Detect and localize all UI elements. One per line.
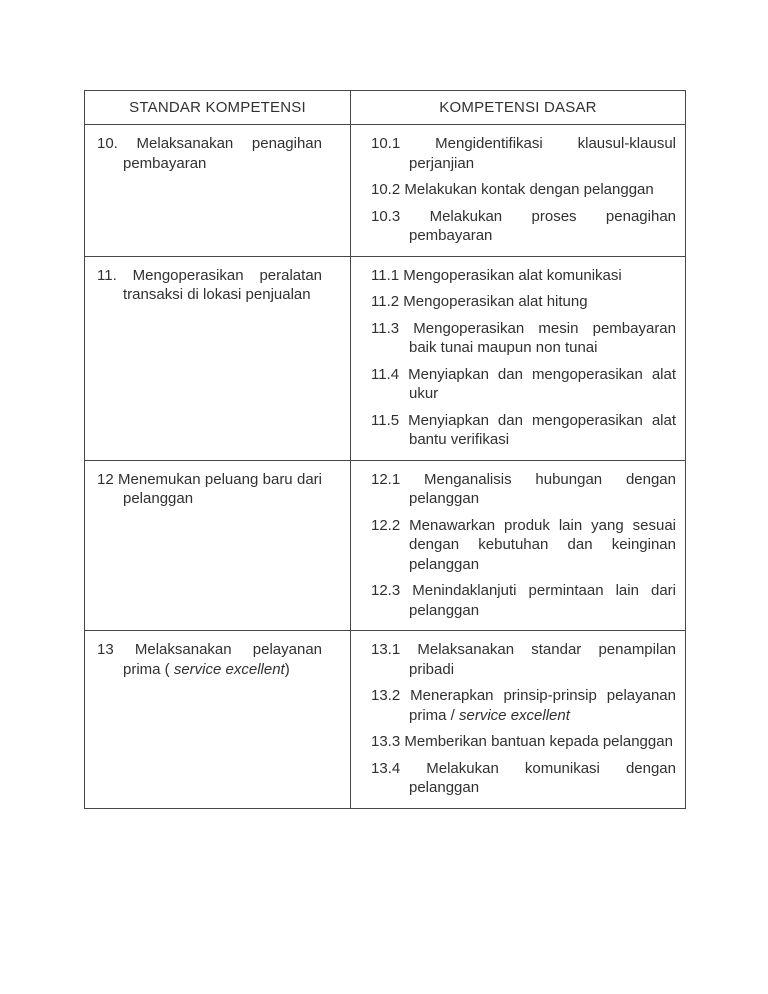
- competency-item: [371, 516, 676, 575]
- item-number: 10.3: [371, 207, 401, 225]
- item-text: Menerapkan prinsip-prinsip pelayanan prima /: [409, 687, 676, 724]
- table-row: [85, 460, 686, 631]
- item-number: 11.1: [371, 266, 400, 284]
- item-number: 11.2: [371, 293, 400, 310]
- item-number: 12.2: [371, 516, 401, 534]
- item-number: 11.4: [371, 365, 400, 383]
- table-header-row: [85, 91, 686, 125]
- item-number: 11.5: [371, 411, 400, 429]
- kompetensi-dasar-cell: [351, 631, 686, 809]
- table-row: [85, 631, 686, 809]
- item-number: 13.4: [371, 759, 401, 777]
- item-text: Melakukan komunikasi dengan pelanggan: [409, 759, 676, 796]
- item-number: 11.3: [371, 319, 400, 337]
- competency-item: [371, 266, 676, 286]
- standar-kompetensi-cell: [85, 125, 351, 257]
- item-number: 13.3: [371, 733, 401, 750]
- item-number: 13: [97, 641, 114, 658]
- column-header-standar-kompetensi: STANDAR KOMPETENSI: [85, 91, 351, 125]
- competency-item: [371, 759, 676, 798]
- item-text: Mengidentifikasi klausul-klausul perjanjian: [409, 135, 677, 172]
- standar-kompetensi-cell: [85, 460, 351, 631]
- item-text-italic: service excellent: [173, 660, 285, 678]
- item-text: Melakukan proses penagihan pembayaran: [409, 207, 676, 244]
- item-number: 13.2: [371, 687, 401, 704]
- item-text: Menyiapkan dan mengoperasikan alat bantu verifikasi: [408, 411, 677, 448]
- kompetensi-dasar-cell: [351, 125, 686, 257]
- table-body: [85, 125, 686, 809]
- item-number: 13.1: [371, 641, 401, 658]
- item-number: 10.: [97, 135, 118, 152]
- item-number: 12: [97, 470, 114, 488]
- item-text: Mengoperasikan alat hitung: [403, 293, 588, 310]
- item-text: Melaksanakan penagihan pembayaran: [123, 135, 322, 172]
- item-text: Menemukan peluang baru dari pelanggan: [118, 470, 323, 507]
- table-row: [85, 125, 686, 257]
- item-text: Melaksanakan pelayanan prima (: [123, 641, 323, 678]
- item-text: Menawarkan produk lain yang sesuai dengan kebutuhan dan keinginan pelanggan: [409, 516, 676, 573]
- competency-item: [371, 207, 676, 246]
- item-text: Menyiapkan dan mengoperasikan alat ukur: [408, 365, 677, 402]
- kompetensi-dasar-cell: [351, 256, 686, 460]
- kompetensi-dasar-cell: [351, 460, 686, 631]
- competency-item: [371, 319, 676, 358]
- item-text: Mengoperasikan peralatan transaksi di lokasi penjualan: [123, 266, 323, 303]
- competency-item: [97, 134, 322, 173]
- item-text: Melakukan kontak dengan pelanggan: [404, 181, 654, 198]
- item-text: Mengoperasikan alat komunikasi: [403, 266, 622, 284]
- item-text: Menindaklanjuti permintaan lain dari pelanggan: [409, 582, 677, 619]
- item-text: Melaksanakan standar penampilan pribadi: [409, 641, 677, 678]
- item-number: 12.3: [371, 582, 401, 599]
- standar-kompetensi-cell: [85, 631, 351, 809]
- standar-kompetensi-cell: [85, 256, 351, 460]
- competency-item: [371, 732, 676, 752]
- item-text: ): [284, 660, 290, 678]
- competency-item: [371, 581, 676, 620]
- competency-item: [371, 470, 676, 509]
- item-text-italic: service excellent: [459, 706, 570, 724]
- competency-item: [97, 266, 322, 305]
- competency-table: [84, 90, 686, 809]
- competency-item: [97, 470, 322, 509]
- table-row: [85, 256, 686, 460]
- item-text: Menganalisis hubungan dengan pelanggan: [409, 470, 676, 507]
- item-number: 10.2: [371, 181, 401, 198]
- competency-item: [371, 134, 676, 173]
- competency-item: [97, 640, 322, 679]
- competency-item: [371, 686, 676, 725]
- item-text: Memberikan bantuan kepada pelanggan: [404, 733, 673, 750]
- item-number: 10.1: [371, 135, 401, 152]
- column-header-kompetensi-dasar: KOMPETENSI DASAR: [351, 91, 686, 125]
- competency-item: [371, 640, 676, 679]
- competency-item: [371, 180, 676, 200]
- item-text: Mengoperasikan mesin pembayaran baik tunai maupun non tunai: [409, 319, 676, 356]
- item-number: 12.1: [371, 470, 401, 488]
- competency-item: [371, 411, 676, 450]
- item-number: 11.: [97, 266, 117, 284]
- competency-item: [371, 365, 676, 404]
- competency-item: [371, 292, 676, 312]
